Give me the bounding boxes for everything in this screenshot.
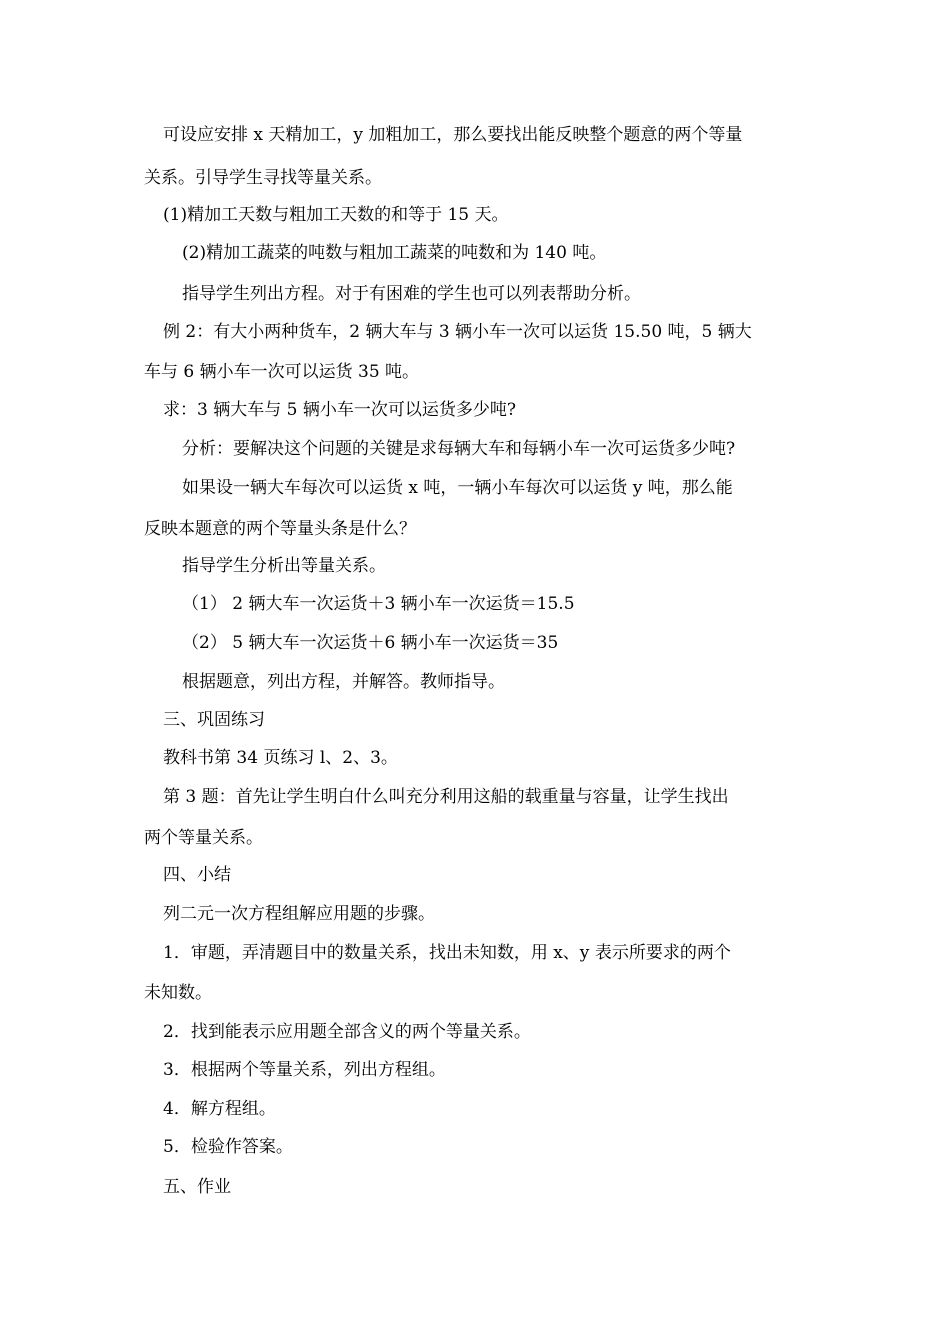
list-item: 3．根据两个等量关系，列出方程组。 (163, 1060, 446, 1080)
paragraph-line: 如果设一辆大车每次可以运货 x 吨，一辆小车每次可以运货 y 吨，那么能 (182, 478, 733, 498)
paragraph-line: 根据题意，列出方程，并解答。教师指导。 (182, 672, 505, 692)
paragraph-line: 例 2：有大小两种货车，2 辆大车与 3 辆小车一次可以运货 15.50 吨，5 辆大 (163, 322, 752, 342)
paragraph-line: (1)精加工天数与粗加工天数的和等于 15 天。 (163, 205, 509, 225)
list-item: 2．找到能表示应用题全部含义的两个等量关系。 (163, 1022, 531, 1042)
list-item-continuation: 未知数。 (144, 983, 212, 1003)
paragraph-line: 反映本题意的两个等量头条是什么？ (144, 519, 416, 539)
paragraph-line: 教科书第 34 页练习 l、2、3。 (163, 748, 398, 768)
section-heading: 三、巩固练习 (163, 710, 265, 730)
paragraph-line: 可设应安排 x 天精加工，y 加粗加工，那么要找出能反映整个题意的两个等量 (163, 125, 743, 145)
paragraph-line: 关系。引导学生寻找等量关系。 (144, 168, 382, 188)
paragraph-line: 车与 6 辆小车一次可以运货 35 吨。 (144, 362, 420, 382)
section-heading: 四、小结 (163, 865, 231, 885)
paragraph-line: 第 3 题：首先让学生明白什么叫充分利用这船的载重量与容量，让学生找出 (163, 787, 729, 807)
paragraph-line: 求：3 辆大车与 5 辆小车一次可以运货多少吨? (163, 400, 516, 420)
list-item: 1．审题，弄清题目中的数量关系，找出未知数，用 x、y 表示所要求的两个 (163, 943, 731, 963)
paragraph-line: (2)精加工蔬菜的吨数与粗加工蔬菜的吨数和为 140 吨。 (182, 243, 607, 263)
equation-line: （1） 2 辆大车一次运货＋3 辆小车一次运货＝15.5 (182, 594, 575, 614)
list-item: 4．解方程组。 (163, 1099, 276, 1119)
paragraph-line: 指导学生分析出等量关系。 (182, 556, 386, 576)
section-heading: 五、作业 (163, 1177, 231, 1197)
equation-line: （2） 5 辆大车一次运货＋6 辆小车一次运货＝35 (182, 633, 559, 653)
paragraph-line: 指导学生列出方程。对于有困难的学生也可以列表帮助分析。 (182, 284, 641, 304)
list-item: 5．检验作答案。 (163, 1137, 293, 1157)
paragraph-line: 分析：要解决这个问题的关键是求每辆大车和每辆小车一次可运货多少吨? (182, 439, 736, 459)
paragraph-line: 两个等量关系。 (144, 828, 263, 848)
paragraph-line: 列二元一次方程组解应用题的步骤。 (163, 904, 435, 924)
